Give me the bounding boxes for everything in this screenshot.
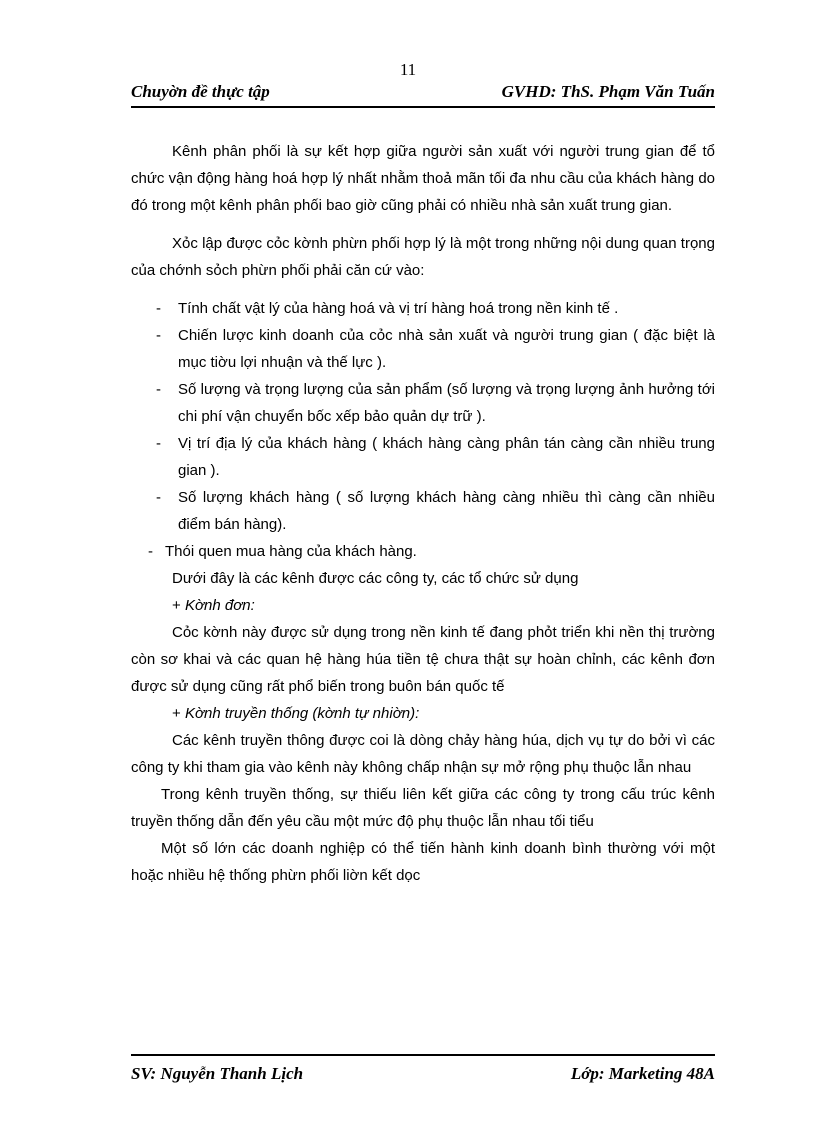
page-content — [131, 138, 715, 889]
list-item — [131, 430, 715, 484]
section-title: Kờnh đơn: — [184, 597, 255, 614]
list-item-text: Chiến lược kinh doanh của cỏc nhà sản xuất và người trung gian ( đặc biệt là mục tiờu lợi nhuận và thế lực ). — [178, 327, 715, 371]
list-item-text: Vị trí địa lý của khách hàng ( khách hàng càng phân tán càng cần nhiều trung gian ). — [178, 435, 715, 479]
paragraph-enterprises: Một số lớn các doanh nghiệp có thể tiến hành kinh doanh bình thường với một hoặc nhiều hệ thống phừn phối liờn kết dọc — [131, 840, 715, 884]
header-left-title: Chuyờn đề thực tập — [131, 82, 270, 101]
paragraph-traditional-weakness: Trong kênh truyền thống, sự thiếu liên kết giữa các công ty trong cấu trúc kênh truyền thống dẫn đến yêu cầu một mức độ phụ thuộc lẫn nhau tối tiểu — [131, 786, 715, 830]
footer-student: SV: Nguyễn Thanh Lịch — [131, 1064, 304, 1083]
dash-bullet: - — [156, 435, 161, 452]
factor-list — [131, 295, 715, 538]
dash-bullet: - — [156, 327, 161, 344]
page-header — [131, 80, 715, 108]
paragraph-traditional-channel: Các kênh truyền thông được coi là dòng chảy hàng húa, dịch vụ tự do bởi vì các công ty khi tham gia vào kênh này không chấp nhận sự mở rộng phụ thuộc lẫn nhau — [131, 732, 715, 776]
paragraph-intro: Dưới đây là các kênh được các công ty, các tổ chức sử dụng — [172, 570, 579, 587]
header-right-advisor: GVHD: ThS. Phạm Văn Tuấn — [501, 82, 715, 101]
section-heading-traditional-channel — [131, 700, 715, 727]
page-footer — [131, 1054, 715, 1090]
paragraph-single-channel: Cỏc kờnh này được sử dụng trong nền kinh tế đang phỏt triển khi nền thị trường còn sơ khai và các quan hệ hàng húa tiền tệ chưa thật sự hoàn chỉnh, các kênh đơn được sử dụng cũng rất phổ biến trong buôn bán quốc tế — [131, 624, 715, 695]
page-number: 11 — [399, 60, 417, 79]
paragraph-definition: Kênh phân phối là sự kết hợp giữa người sản xuất với người trung gian để tổ chức vận động hàng hoá hợp lý nhất nhằm thoả mãn tối đa nhu cầu của khách hàng do đó trong một kênh phân phối bao giờ cũng phải có nhiều nhà sản xuất trung gian. — [131, 143, 715, 214]
list-item-last — [131, 538, 715, 565]
list-item — [131, 376, 715, 430]
list-item — [131, 322, 715, 376]
list-item — [131, 484, 715, 538]
list-item-text: Tính chất vật lý của hàng hoá và vị trí hàng hoá trong nền kinh tế . — [178, 300, 619, 317]
plus-marker: + — [172, 597, 181, 614]
list-item-text: Số lượng và trọng lượng của sản phẩm (số lượng và trọng lượng ảnh hưởng tới chi phí vận chuyển bốc xếp bảo quản dự trữ ). — [178, 381, 715, 425]
paragraph-basis: Xỏc lập được cỏc kờnh phừn phối hợp lý là một trong những nội dung quan trọng của chớnh sỏch phừn phối phải căn cứ vào: — [131, 235, 715, 279]
list-item-text: Thói quen mua hàng của khách hàng. — [165, 543, 417, 560]
dash-bullet: - — [156, 489, 161, 506]
dash-bullet: - — [148, 543, 153, 560]
section-heading-single-channel — [131, 592, 715, 619]
list-item — [131, 295, 715, 322]
plus-marker: + — [172, 705, 181, 722]
section-title: Kờnh truyền thống (kờnh tự nhiờn): — [184, 705, 420, 722]
dash-bullet: - — [156, 381, 161, 398]
footer-class: Lớp: Marketing 48A — [570, 1064, 715, 1083]
dash-bullet: - — [156, 300, 161, 317]
list-item-text: Số lượng khách hàng ( số lượng khách hàng càng nhiều thì càng cần nhiều điểm bán hàng). — [178, 489, 715, 533]
